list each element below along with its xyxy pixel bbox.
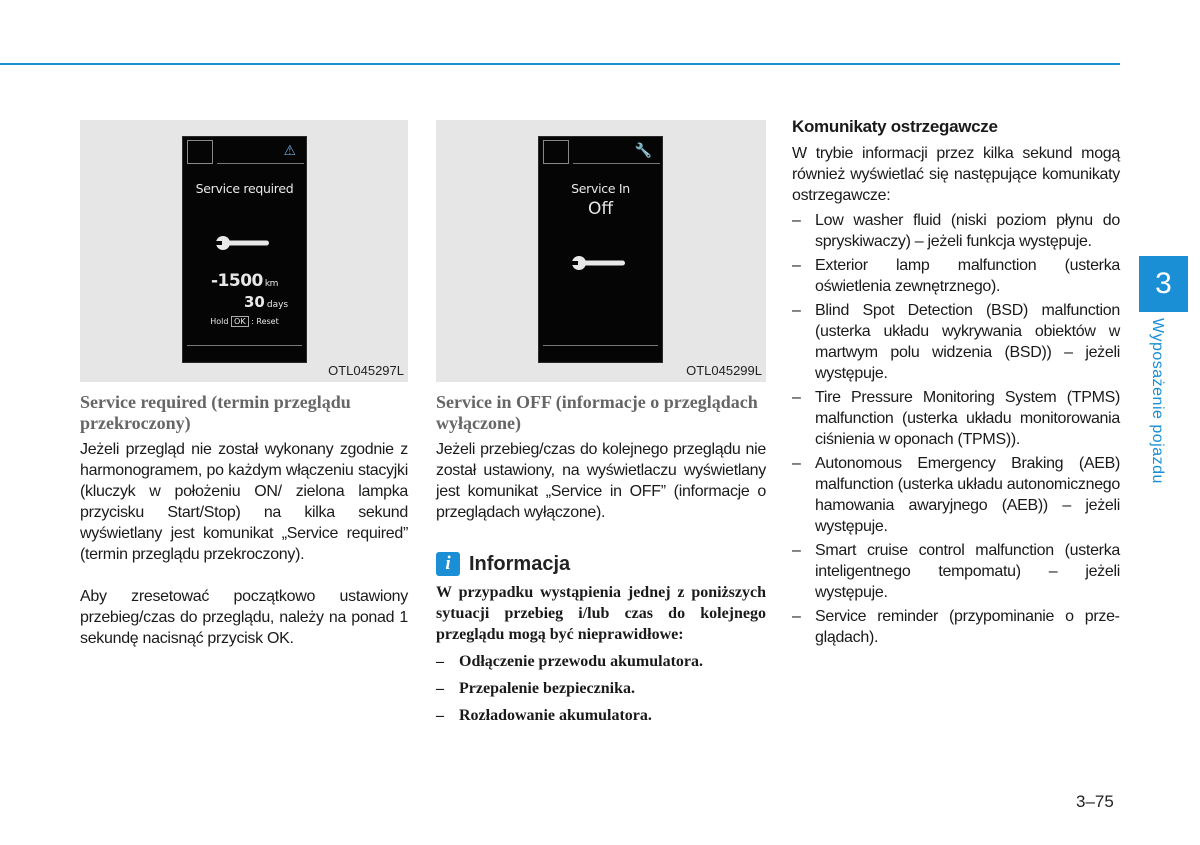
list-item: – Odłączenie przewodu akumulatora. <box>436 651 766 672</box>
wrench-small-icon: 🔧 <box>634 143 652 159</box>
chapter-number-tab: 3 <box>1139 256 1188 312</box>
figure-code: OTL045299L <box>686 363 762 378</box>
days-readout: 30 days <box>244 293 289 311</box>
section-heading: Service in OFF (informacje o przeglądach wyłączone) <box>436 392 758 433</box>
list-item: – Blind Spot Detection (BSD) malfunction (usterka układu wykrywania obiektów w martwym polu widzenia (BSD)) – jeżeli występuje. <box>792 300 1120 384</box>
list-item: – Przepalenie bezpiecznika. <box>436 678 766 699</box>
cluster-display <box>538 136 663 363</box>
list-item: – Smart cruise control malfunction (usterka inteligentnego tempomatu) – jeżeli występuje. <box>792 540 1120 603</box>
section-service-off <box>436 392 766 523</box>
list-item: – Exterior lamp malfunction (usterka oświetlenia zewnętrznego). <box>792 255 1120 297</box>
paragraph: W trybie informacji przez kilka sekund mogą również wyświetlać się następujące komunikaty ostrzegawcze: <box>792 145 1120 204</box>
paragraph: Aby zresetować początkowo ustawiony przebieg/czas do przeglądu, należy na ponad 1 sekundę nacisnąć przycisk OK. <box>80 588 408 647</box>
section-heading: Service required (termin przeglądu przekroczony) <box>80 392 351 433</box>
info-icon: i <box>436 552 460 576</box>
display-line-1: Service In <box>571 181 630 196</box>
list-item: – Autonomous Emergency Braking (AEB) malfunction (usterka układu autonomicznego hamowania awaryjnego (AEB)) – jeżeli występuje. <box>792 453 1120 537</box>
info-box-header <box>436 552 570 576</box>
warning-triangle-icon: ⚠ <box>283 143 296 159</box>
header-rule <box>0 63 1120 65</box>
distance-readout: -1500 km <box>211 271 278 291</box>
page-number: 3–75 <box>1076 792 1114 811</box>
paragraph: Jeżeli przegląd nie został wykonany zgodnie z harmonogramem, po każdym włączeniu stacyjki (kluczyk w położeniu ON/ zielona lampka przycisku Start/Stop) na kilka sekund wyświetlany jest komunikat „Service required” (termin przeglądu przekroczony). <box>80 441 408 563</box>
display-line-2: Off <box>587 199 614 219</box>
section-service-required <box>80 392 408 649</box>
figure-service-off <box>436 120 766 382</box>
info-box <box>436 582 766 732</box>
reset-hint: Hold OK : Reset <box>210 317 279 326</box>
list-item: – Low washer fluid (niski poziom płynu do spryskiwaczy) – jeżeli funkcja występuje. <box>792 210 1120 252</box>
info-lead: W przypadku wystąpienia jednej z poniższych sytuacji przebieg i/lub czas do kolejnego przeglądu mogą być nieprawidłowe: <box>436 584 766 643</box>
info-title: Informacja <box>469 552 571 575</box>
wrench-icon <box>215 235 271 251</box>
warning-list <box>792 210 1120 648</box>
section-heading: Komunikaty ostrzegawcze <box>792 117 998 136</box>
figure-code: OTL045297L <box>328 363 404 378</box>
wrench-icon <box>571 255 627 271</box>
paragraph: Jeżeli przebieg/czas do kolejnego przeglądu nie został ustawiony, na wyświetlaczu wyświetlany jest komunikat „Service in OFF” (informacje o przeglądach wyłączone). <box>436 441 766 521</box>
figure-service-required <box>80 120 408 382</box>
list-item: – Rozładowanie akumulatora. <box>436 705 766 726</box>
section-warning-messages <box>792 117 1120 651</box>
list-item: – Service reminder (przypominanie o przeglądach). <box>792 606 1120 648</box>
list-item: – Tire Pressure Monitoring System (TPMS) malfunction (usterka układu monitorowania ciśnienia w oponach (TPMS)). <box>792 387 1120 450</box>
cluster-display <box>182 136 307 363</box>
display-indicator-box <box>187 140 213 164</box>
display-title: Service required <box>195 181 294 196</box>
chapter-title: Wyposażenie pojazdu <box>1149 318 1166 484</box>
display-indicator-box <box>543 140 569 164</box>
